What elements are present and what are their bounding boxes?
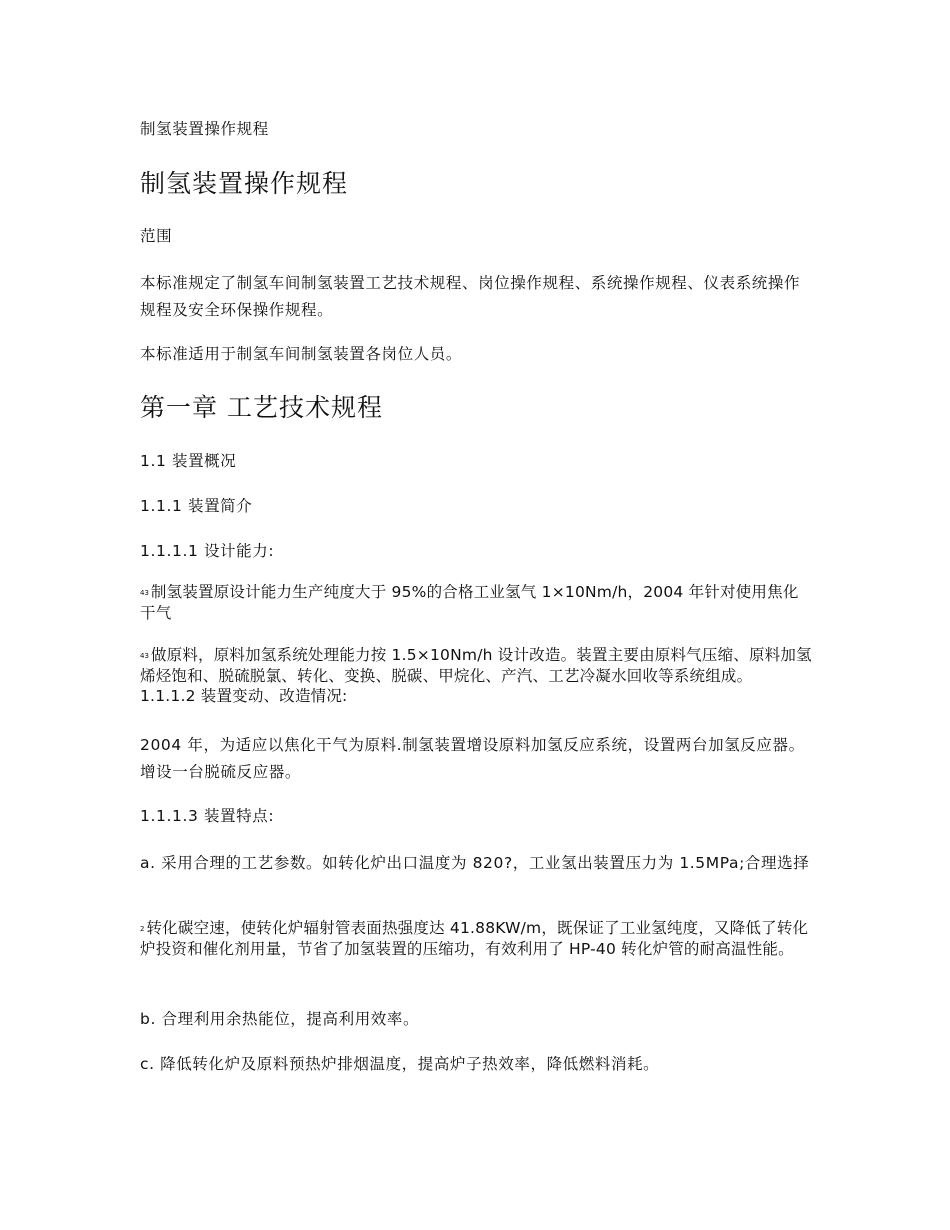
chapter-1-title: 第一章 工艺技术规程 bbox=[140, 393, 383, 422]
section-1-1-1-1-heading: 1.1.1.1 设计能力: bbox=[140, 542, 275, 560]
feature-a-continuation-text: 转化碳空速，使转化炉辐射管表面热强度达 41.88KW/m，既保证了工业氢纯度，又降低了转化炉投资和催化剂用量，节省了加氢装置的压缩功，有效利用了 HP-40 转化炉管的耐高温性能。 bbox=[140, 919, 809, 958]
scope-paragraph-1: 本标准规定了制氢车间制氢装置工艺技术规程、岗位操作规程、系统操作规程、仪表系统操作规程及安全环保操作规程。 bbox=[140, 274, 801, 319]
capacity-text-1: 制氢装置原设计能力生产纯度大于 95%的合格工业氢气 1×10Nm/h，2004 年针对使用焦化干气 bbox=[140, 583, 799, 622]
feature-a: a. 采用合理的工艺参数。如转化炉出口温度为 820?，工业氢出装置压力为 1.5MPa;合理选择 bbox=[140, 854, 810, 872]
feature-b: b. 合理利用余热能位，提高利用效率。 bbox=[140, 1010, 420, 1028]
superscript-marker: 2 bbox=[140, 925, 145, 933]
scope-heading: 范围 bbox=[140, 227, 173, 245]
running-title: 制氢装置操作规程 bbox=[140, 120, 269, 138]
change-paragraph: 2004 年，为适应以焦化干气为原料.制氢装置增设原料加氢反应系统，设置两台加氢反应器。增设一台脱硫反应器。 bbox=[140, 736, 805, 781]
capacity-text-2: 做原料，原料加氢系统处理能力按 1.5×10Nm/h 设计改造。装置主要由原料气压缩、原料加氢烯烃饱和、脱硫脱氯、转化、变换、脱碳、甲烷化、产汽、工艺冷凝水回收等系统组成。 1.1.1.2 装置变动、改造情况: bbox=[140, 646, 812, 705]
main-title: 制氢装置操作规程 bbox=[140, 169, 349, 198]
capacity-paragraph-2 bbox=[140, 645, 812, 706]
superscript-marker: 43 bbox=[140, 589, 149, 597]
section-1-1-1-3-heading: 1.1.1.3 装置特点: bbox=[140, 807, 275, 825]
scope-paragraph-2: 本标准适用于制氢车间制氢装置各岗位人员。 bbox=[140, 345, 463, 363]
superscript-marker: 43 bbox=[140, 652, 149, 660]
capacity-paragraph-1 bbox=[140, 582, 812, 623]
section-1-1-heading: 1.1 装置概况 bbox=[140, 452, 237, 470]
feature-c: c. 降低转化炉及原料预热炉排烟温度，提高炉子热效率，降低燃料消耗。 bbox=[140, 1055, 660, 1073]
section-1-1-1-heading: 1.1.1 装置简介 bbox=[140, 497, 253, 515]
feature-a-continuation bbox=[140, 918, 812, 959]
